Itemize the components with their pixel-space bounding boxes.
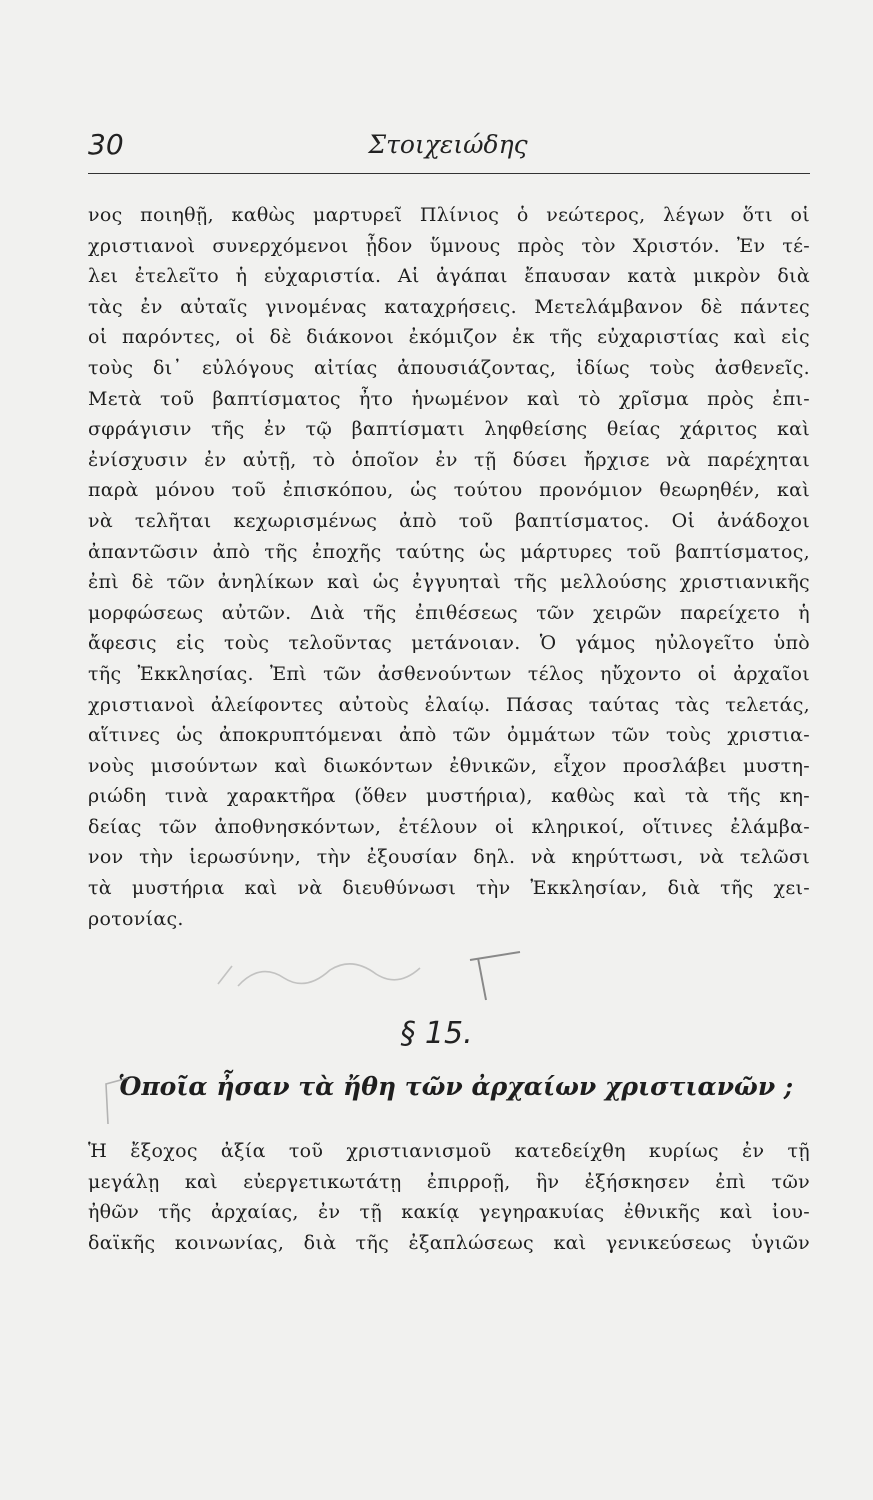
text-line: σφράγισιν τῆς ἐν τῷ βαπτίσματι ληφθείσης θείας χάριτος καὶ: [88, 418, 810, 441]
text-line: ἀπαντῶσιν ἀπὸ τῆς ἐποχῆς ταύτης ὡς μάρτυρες τοῦ βαπτίσματος,: [88, 540, 810, 563]
text-line: τὰ μυστήρια καὶ νὰ διευθύνωσι τὴν Ἐκκλησίαν, διὰ τῆς χει-: [88, 877, 810, 900]
text-line: νος ποιηθῇ, καθὼς μαρτυρεῖ Πλίνιος ὁ νεώτερος, λέγων ὅτι οἱ: [88, 204, 810, 226]
text-line: τῆς Ἐκκλησίας. Ἐπὶ τῶν ἀσθενούντων τέλος ηὔχοντο οἱ ἀρχαῖοι: [88, 662, 810, 685]
text-line: δείας τῶν ἀποθνησκόντων, ἐτέλουν οἱ κληρικοί, οἵτινες ἐλάμβα-: [88, 815, 810, 838]
text-line: νοὺς μισούντων καὶ διωκόντων ἐθνικῶν, εἶχον προσλάβει μυστη-: [88, 754, 810, 777]
text-line: ἐπὶ δὲ τῶν ἀνηλίκων καὶ ὡς ἐγγυηταὶ τῆς μελλούσης χριστιανικῆς: [88, 571, 810, 594]
text-line: τοὺς δι᾽ εὐλόγους αἰτίας ἀπουσιάζοντας, ἰδίως τοὺς ἀσθενεῖς.: [88, 356, 810, 379]
text-line: οἱ παρόντες, οἱ δὲ διάκονοι ἐκόμιζον ἐκ τῆς εὐχαριστίας καὶ εἰς: [88, 326, 810, 349]
page-number: 30: [88, 128, 124, 161]
pencil-scribble: [218, 964, 420, 986]
text-line: λει ἐτελεῖτο ἡ εὐχαριστία. Αἱ ἀγάπαι ἔπαυσαν κατὰ μικρὸν διὰ: [88, 265, 810, 288]
text-line: ἐνίσχυσιν ἐν αὐτῇ, τὸ ὁποῖον ἐν τῇ δύσει ἤρχισε νὰ παρέχηται: [88, 448, 810, 471]
text-line: ροτονίας.: [88, 907, 184, 930]
section-number: § 15.: [400, 1016, 473, 1051]
section-title: Ὁποῖα ἦσαν τὰ ἤθη τῶν ἀρχαίων χριστιανῶν ;: [118, 1072, 794, 1101]
text-line: ἄφεσις εἰς τοὺς τελοῦντας μετάνοιαν. Ὁ γάμος ηὐλογεῖτο ὑπὸ: [88, 632, 810, 655]
text-line: τὰς ἐν αὐταῖς γινομένας καταχρήσεις. Μετελάμβανον δὲ πάντες: [88, 295, 810, 318]
pencil-corner-mark: [470, 952, 520, 1000]
running-title: Στοιχειώδης: [368, 130, 528, 159]
text-line: μεγάλῃ καὶ εὐεργετικωτάτῃ ἐπιρροῇ, ἣν ἐξήσκησεν ἐπὶ τῶν: [88, 1170, 810, 1193]
text-line: Ἡ ἔξοχος ἀξία τοῦ χριστιανισμοῦ κατεδείχθη κυρίως ἐν τῇ: [88, 1140, 810, 1162]
paragraph-1: [88, 200, 810, 934]
text-line: μορφώσεως αὐτῶν. Διὰ τῆς ἐπιθέσεως τῶν χειρῶν παρείχετο ἡ: [88, 601, 810, 624]
text-line: χριστιανοὶ συνερχόμενοι ᾖδον ὕμνους πρὸς τὸν Χριστόν. Ἐν τέ-: [88, 234, 810, 257]
header-rule: [88, 173, 810, 174]
text-line: νὰ τελῆται κεχωρισμένως ἀπὸ τοῦ βαπτίσματος. Οἱ ἀνάδοχοι: [88, 509, 810, 532]
text-line: παρὰ μόνου τοῦ ἐπισκόπου, ὡς τούτου προνόμιον θεωρηθέν, καὶ: [88, 479, 810, 502]
text-line: νον τὴν ἱερωσύνην, τὴν ἐξουσίαν δηλ. νὰ κηρύττωσι, νὰ τελῶσι: [88, 846, 810, 869]
text-line: χριστιανοὶ ἀλείφοντες αὐτοὺς ἐλαίῳ. Πάσας ταύτας τὰς τελετάς,: [88, 693, 810, 716]
text-line: αἵτινες ὡς ἀποκρυπτόμεναι ἀπὸ τῶν ὀμμάτων τῶν τοὺς χριστια-: [88, 724, 810, 747]
paragraph-2: [88, 1136, 810, 1258]
text-line: ἠθῶν τῆς ἀρχαίας, ἐν τῇ κακίᾳ γεγηρακυίας ἐθνικῆς καὶ ἰου-: [88, 1201, 810, 1224]
running-head: [88, 128, 808, 164]
text-line: δαϊκῆς κοινωνίας, διὰ τῆς ἐξαπλώσεως καὶ γενικεύσεως ὑγιῶν: [88, 1231, 810, 1254]
text-line: Μετὰ τοῦ βαπτίσματος ἦτο ἡνωμένον καὶ τὸ χρῖσμα πρὸς ἐπι-: [88, 387, 810, 410]
text-line: ριώδη τινὰ χαρακτῆρα (ὅθεν μυστήρια), καθὼς καὶ τὰ τῆς κη-: [88, 785, 810, 808]
